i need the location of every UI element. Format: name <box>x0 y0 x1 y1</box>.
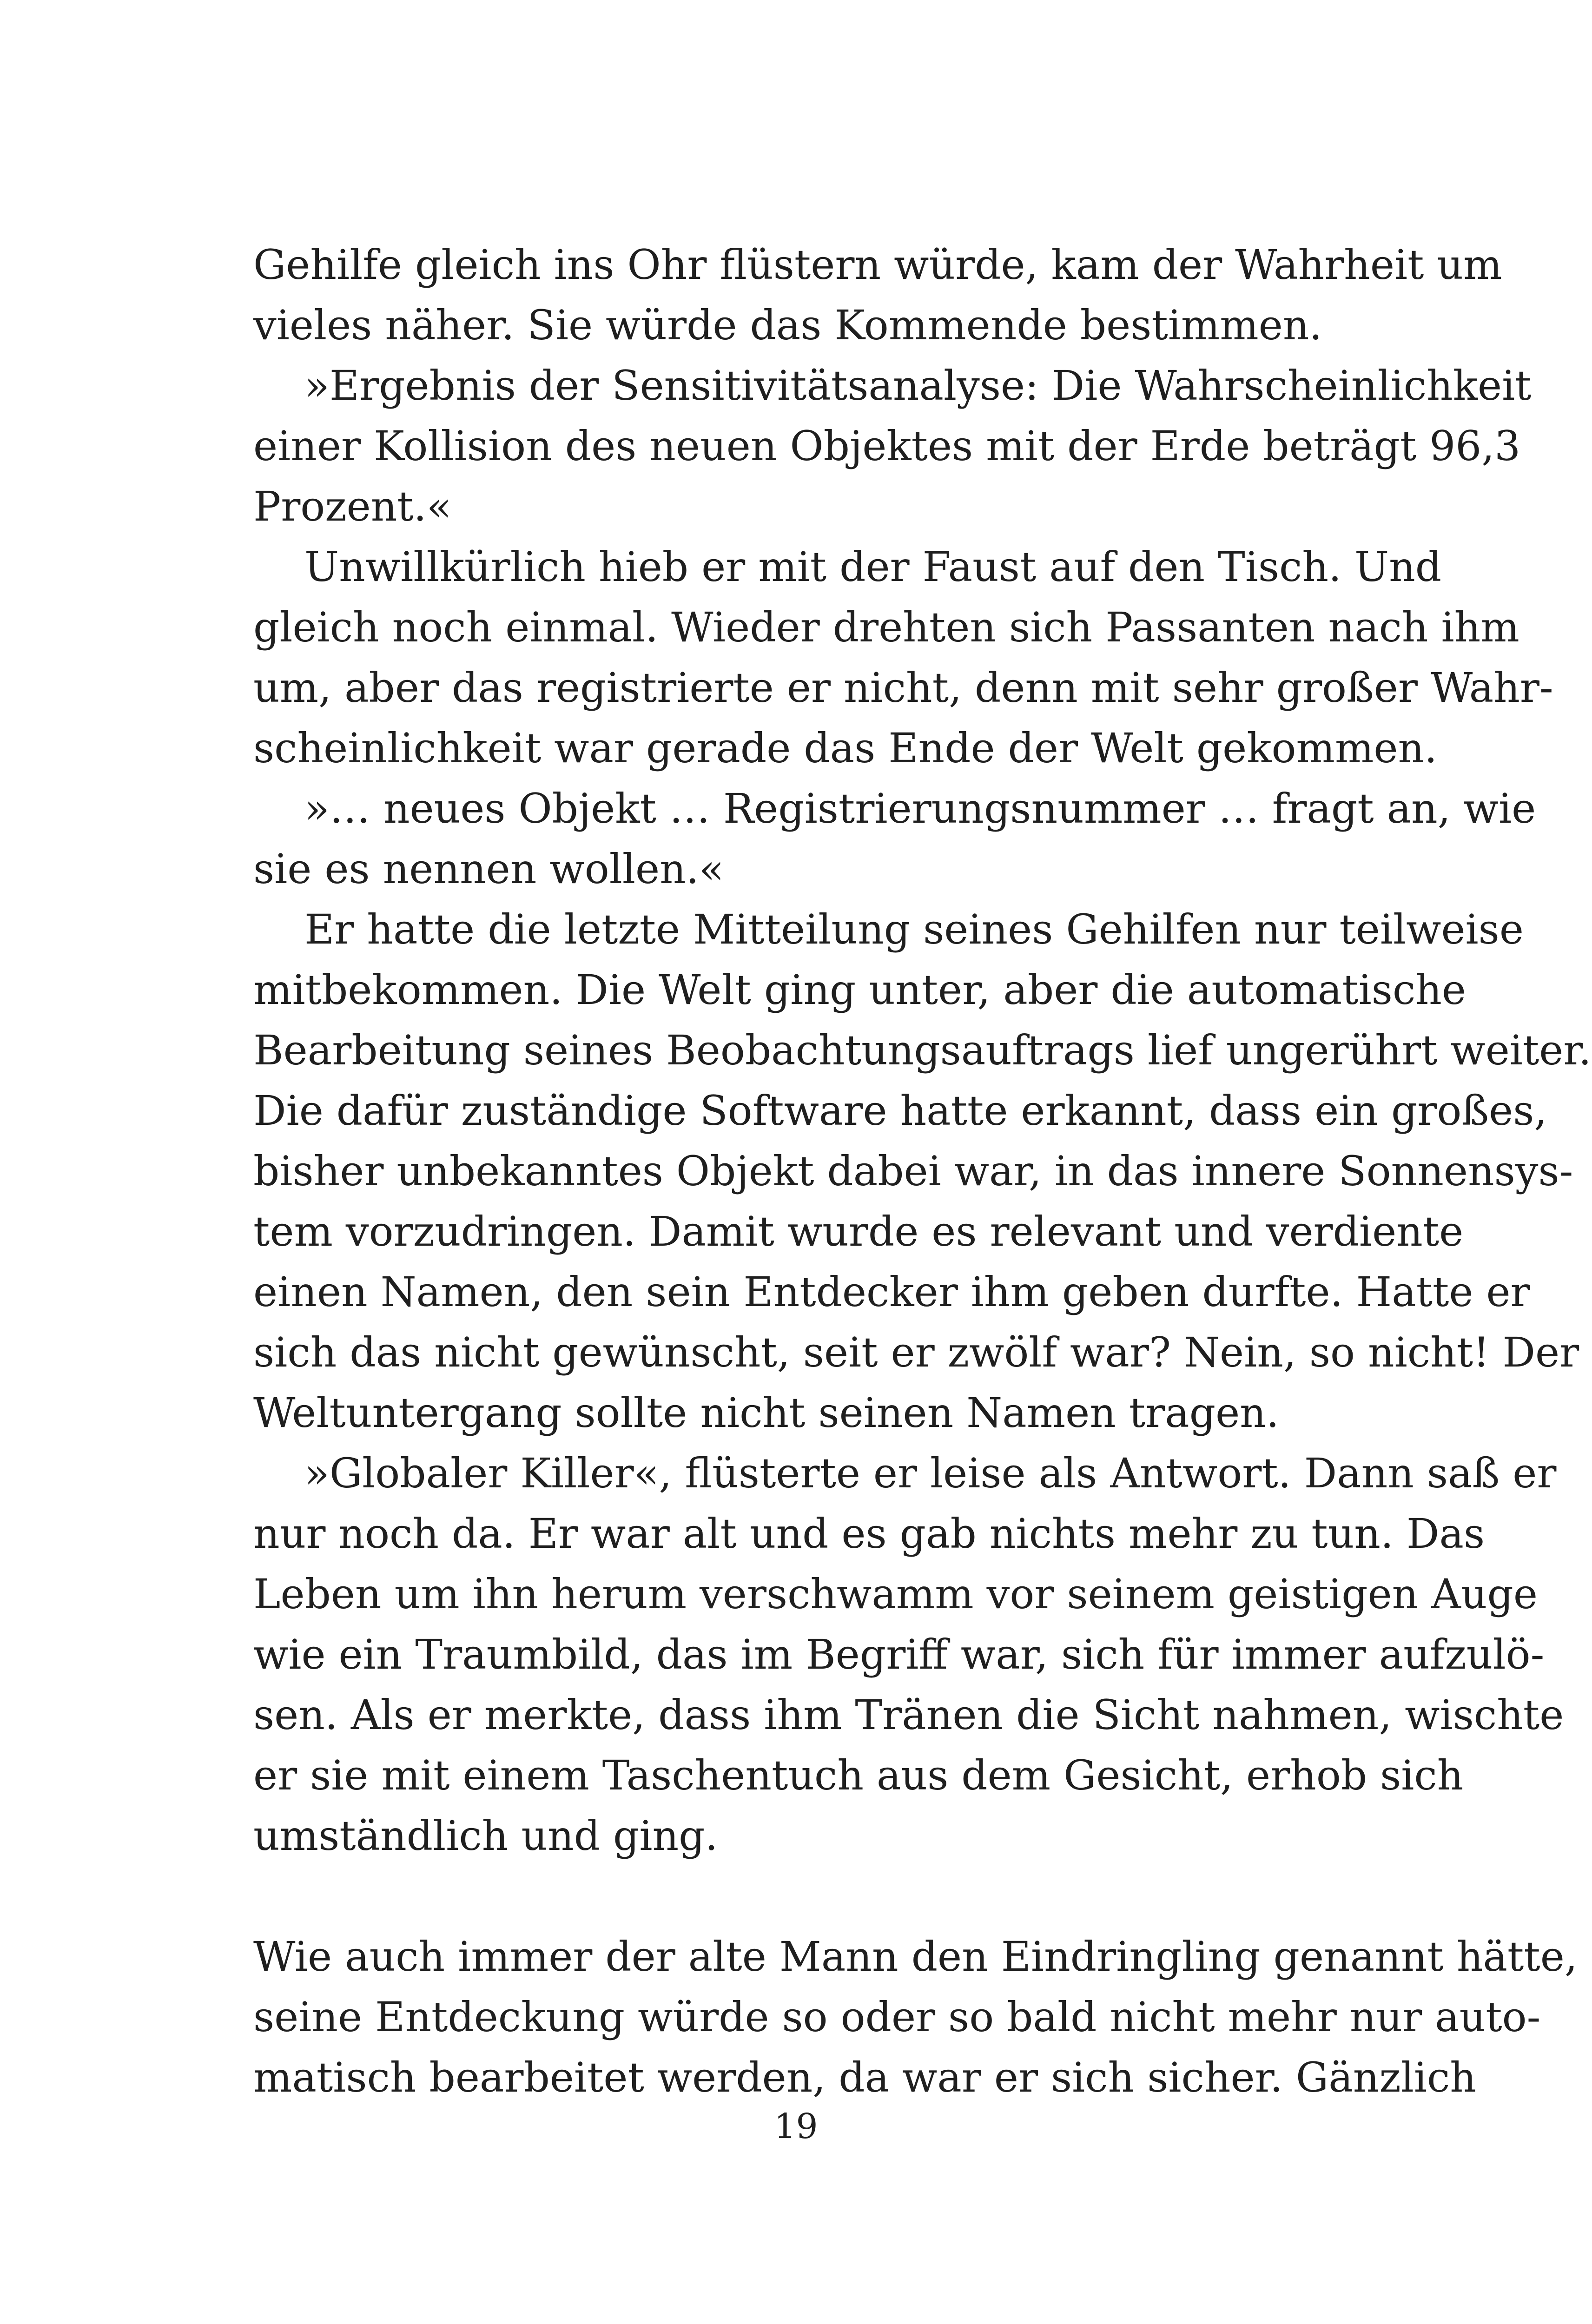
text-line: sie es nennen wollen.« <box>253 845 724 893</box>
text-line: »Ergebnis der Sensitivitätsanalyse: Die Wahrscheinlichkeit <box>304 362 1532 409</box>
text-line: »Globaler Killer«, flüsterte er leise als Antwort. Dann saß er <box>304 1449 1557 1497</box>
section-break <box>253 1866 1381 1927</box>
text-line: um, aber das registrierte er nicht, denn mit sehr großer Wahr- <box>253 664 1553 712</box>
text-line: Weltuntergang sollte nicht seinen Namen tragen. <box>253 1389 1279 1437</box>
text-line: tem vorzudringen. Damit wurde es relevant und verdiente <box>253 1208 1464 1255</box>
text-line: Wie auch immer der alte Mann den Eindringling genannt hätte, <box>253 1933 1578 1981</box>
text-line: wie ein Traumbild, das im Begriff war, sich für immer aufzulö- <box>253 1631 1545 1678</box>
text-line: sich das nicht gewünscht, seit er zwölf war? Nein, so nicht! Der <box>253 1328 1579 1376</box>
text-line: bisher unbekanntes Objekt dabei war, in das innere Sonnensys- <box>253 1147 1573 1195</box>
body-text <box>253 235 1592 2108</box>
text-line: nur noch da. Er war alt und es gab nichts mehr zu tun. Das <box>253 1510 1485 1558</box>
text-line: Die dafür zuständige Software hatte erkannt, dass ein großes, <box>253 1087 1547 1135</box>
text-line: Prozent.« <box>253 482 452 530</box>
text-line: Unwillkürlich hieb er mit der Faust auf den Tisch. Und <box>304 543 1442 591</box>
text-line: einer Kollision des neuen Objektes mit der Erde beträgt 96,3 <box>253 422 1521 470</box>
text-line: »… neues Objekt … Registrierungsnummer … fragt an, wie <box>304 785 1536 832</box>
text-line: matisch bearbeitet werden, da war er sich sicher. Gänzlich <box>253 2053 1476 2101</box>
text-line: sen. Als er merkte, dass ihm Tränen die Sicht nahmen, wischte <box>253 1691 1564 1739</box>
text-line: umständlich und ging. <box>253 1812 718 1860</box>
text-line: Bearbeitung seines Beobachtungsauftrags lief ungerührt weiter. <box>253 1026 1592 1074</box>
text-line: Gehilfe gleich ins Ohr flüstern würde, kam der Wahrheit um <box>253 241 1502 289</box>
text-line: scheinlichkeit war gerade das Ende der Welt gekommen. <box>253 724 1438 772</box>
text-line: gleich noch einmal. Wieder drehten sich Passanten nach ihm <box>253 603 1519 651</box>
text-line: vieles näher. Sie würde das Kommende bestimmen. <box>253 301 1322 349</box>
text-line: einen Namen, den sein Entdecker ihm geben durfte. Hatte er <box>253 1268 1530 1316</box>
text-line: Er hatte die letzte Mitteilung seines Gehilfen nur teilweise <box>304 905 1524 953</box>
text-line: er sie mit einem Taschentuch aus dem Gesicht, erhob sich <box>253 1751 1464 1799</box>
text-line: Leben um ihn herum verschwamm vor seinem geistigen Auge <box>253 1570 1538 1618</box>
page-number: 19 <box>774 2106 818 2146</box>
text-line: seine Entdeckung würde so oder so bald nicht mehr nur auto- <box>253 1993 1541 2041</box>
text-line: mitbekommen. Die Welt ging unter, aber die automatische <box>253 966 1466 1014</box>
